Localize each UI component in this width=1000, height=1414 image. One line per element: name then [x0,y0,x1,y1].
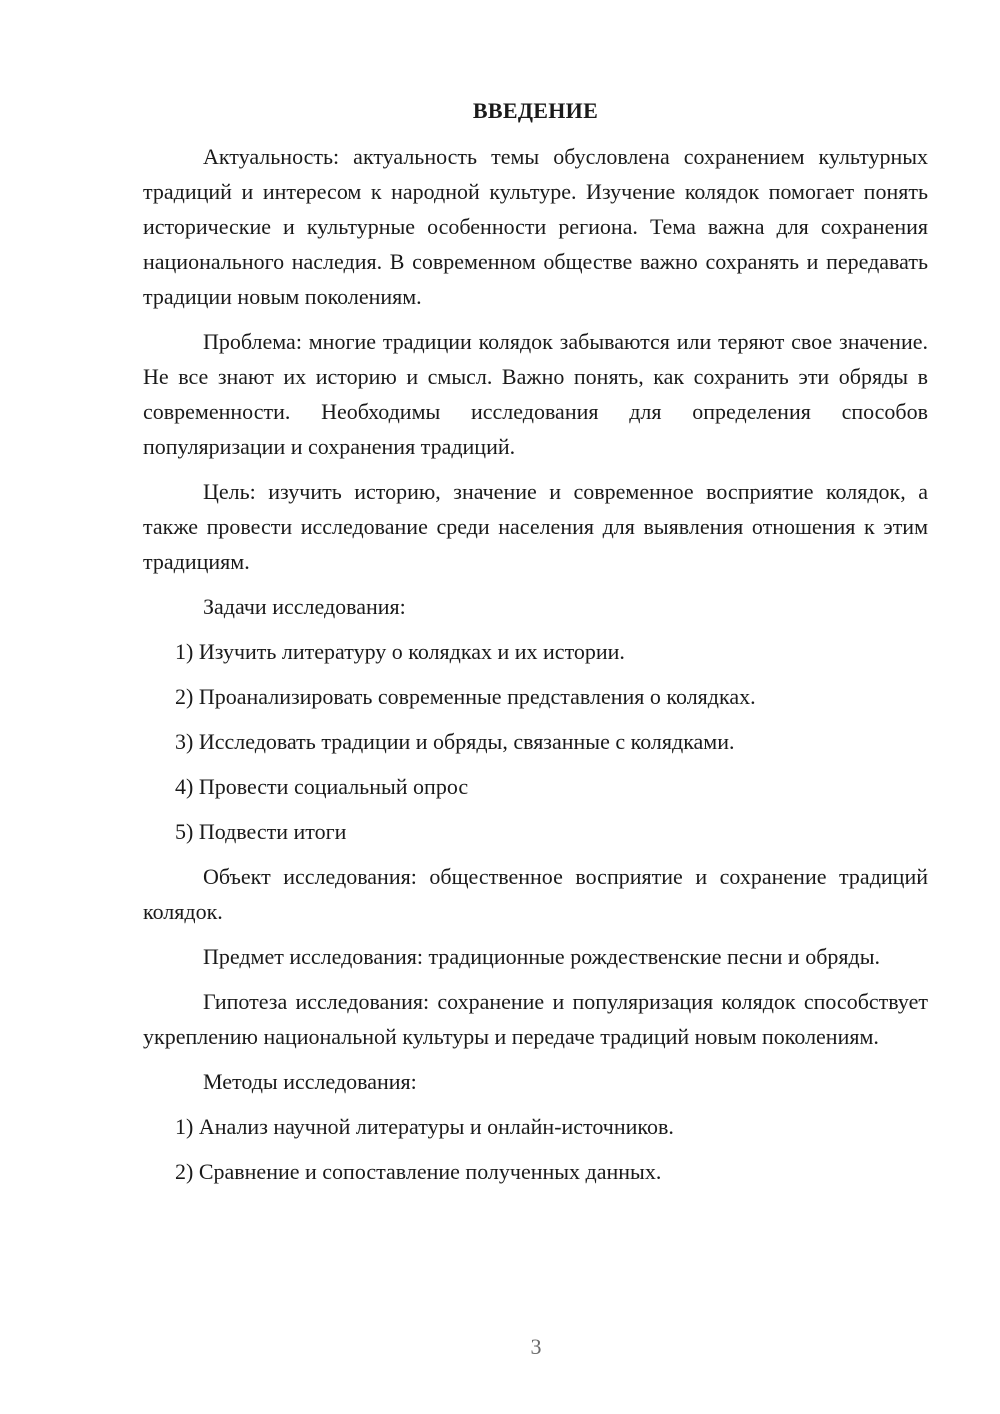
object-paragraph: Объект исследования: общественное восприятие и сохранение традиций колядок. [143,864,928,924]
page-number: 3 [530,1334,542,1359]
method-item: 2) Сравнение и сопоставление полученных данных. [175,1159,662,1184]
task-item: 1) Изучить литературу о колядках и их истории. [175,639,625,664]
task-item: 2) Проанализировать современные представления о колядках. [175,684,756,709]
document-body [143,95,928,1199]
problem-paragraph: Проблема: многие традиции колядок забываются или теряют свое значение. Не все знают их историю и смысл. Важно понять, как сохранить эти обряды в современности. Необходимы исследования для определения способов популяризации и сохранения традиций. [143,329,928,459]
page-title: ВВЕДЕНИЕ [472,98,599,123]
tasks-heading: Задачи исследования: [203,594,406,619]
task-item: 4) Провести социальный опрос [175,774,469,799]
task-item: 5) Подвести итоги [175,819,347,844]
methods-heading: Методы исследования: [203,1069,417,1094]
hypothesis-paragraph: Гипотеза исследования: сохранение и популяризация колядок способствует укреплению национальной культуры и передаче традиций новым поколениям. [143,989,928,1049]
task-item: 3) Исследовать традиции и обряды, связанные с колядками. [175,729,735,754]
goal-paragraph: Цель: изучить историю, значение и современное восприятие колядок, а также провести исследование среди населения для выявления отношения к этим традициям. [143,479,928,574]
subject-paragraph: Предмет исследования: традиционные рождественские песни и обряды. [203,944,880,969]
methods-list [143,1109,928,1189]
relevance-paragraph: Актуальность: актуальность темы обусловлена сохранением культурных традиций и интересом к народной культуре. Изучение колядок помогает понять исторические и культурные особенности региона. Тема важна для сохранения национального наследия. В современном обществе важно сохранять и передавать традиции новым поколениям. [143,144,928,309]
method-item: 1) Анализ научной литературы и онлайн-источников. [175,1114,674,1139]
tasks-list [143,634,928,849]
